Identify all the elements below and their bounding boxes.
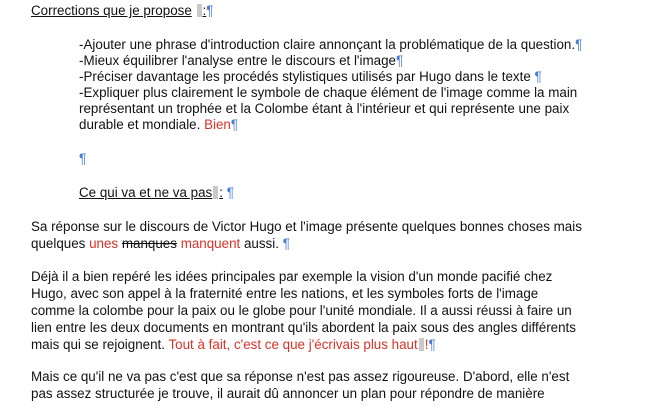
comment-bien: Bien — [204, 117, 231, 132]
heading-evaluation-text: Ce qui va et ne va pas — [79, 185, 213, 200]
paragraph-line: Mais ce qu'il ne va pas c'est que sa réponse n'est pas assez rigoureuse. D'abord, elle n'est — [31, 369, 570, 384]
list-item: -Mieux équilibrer l'analyse entre le discours et l'image¶ — [79, 53, 404, 68]
paragraph-line: Déjà il a bien repéré les idées principales par exemple la vision d'un monde pacifié chez — [31, 269, 553, 284]
list-item: -Préciser davantage les procédés stylistiques utilisés par Hugo dans le texte ¶ — [79, 69, 542, 84]
paragraph-line: pas assez structurée je trouve, il aurait dû annoncer un plan pour répondre de manière — [31, 386, 545, 401]
paragraph-line: Sa réponse sur le discours de Victor Hugo et l'image présente quelques bonnes choses mais — [31, 219, 582, 234]
list-item: durable et mondiale. Bien¶ — [79, 117, 239, 132]
text-cursor — [197, 4, 202, 17]
paragraph-line: lien entre les deux documents en montrant qu'ils abordent la paix sous des angles différents — [31, 320, 576, 335]
paragraph-line: mais qui se rejoignent. Tout à fait, c'est ce que j'écrivais plus haut !¶ — [31, 337, 436, 352]
pilcrow-mark: ¶ — [282, 236, 290, 251]
list-item: représentant un trophée et la Colombe étant à l'intérieur et qui représente une paix — [79, 101, 570, 116]
heading-corrections: Corrections que je propose :¶ — [31, 3, 214, 18]
text-cursor — [419, 338, 424, 351]
empty-paragraph — [79, 151, 86, 167]
inserted-text: unes — [89, 236, 119, 251]
pilcrow-mark: ¶ — [534, 69, 542, 84]
pilcrow-mark: ¶ — [395, 53, 404, 68]
paragraph-line: quelques unes manques manquent aussi. ¶ — [31, 236, 290, 251]
pilcrow-mark: ¶ — [428, 337, 436, 352]
pilcrow-mark: ¶ — [575, 37, 583, 52]
heading-corrections-text: Corrections que je propose — [31, 3, 192, 18]
pilcrow-mark: ¶ — [79, 151, 87, 166]
inserted-text: manquent — [180, 236, 241, 251]
list-item: -Ajouter une phrase d'introduction claire annonçant la problématique de la question.¶ — [79, 37, 583, 52]
comment-tout-a-fait: Tout à fait, c'est ce que j'écrivais plus haut — [168, 337, 418, 352]
deleted-text: manques — [121, 236, 177, 251]
pilcrow-mark: ¶ — [226, 185, 234, 200]
pilcrow-mark: ¶ — [230, 117, 239, 132]
pilcrow-mark: ¶ — [206, 3, 214, 18]
paragraph-line: Hugo, avec son appel à la fraternité entre les nations, et les symboles forts de l'image — [31, 286, 539, 301]
list-item: -Expliquer plus clairement le symbole de chaque élément de l'image comme la main — [79, 85, 578, 100]
text-cursor — [213, 186, 218, 199]
heading-evaluation: Ce qui va et ne va pas : ¶ — [79, 185, 234, 200]
paragraph-line: comme la colombe pour la paix ou le globe pour l'unité mondiale. Il a aussi réussi à faire un — [31, 303, 572, 318]
